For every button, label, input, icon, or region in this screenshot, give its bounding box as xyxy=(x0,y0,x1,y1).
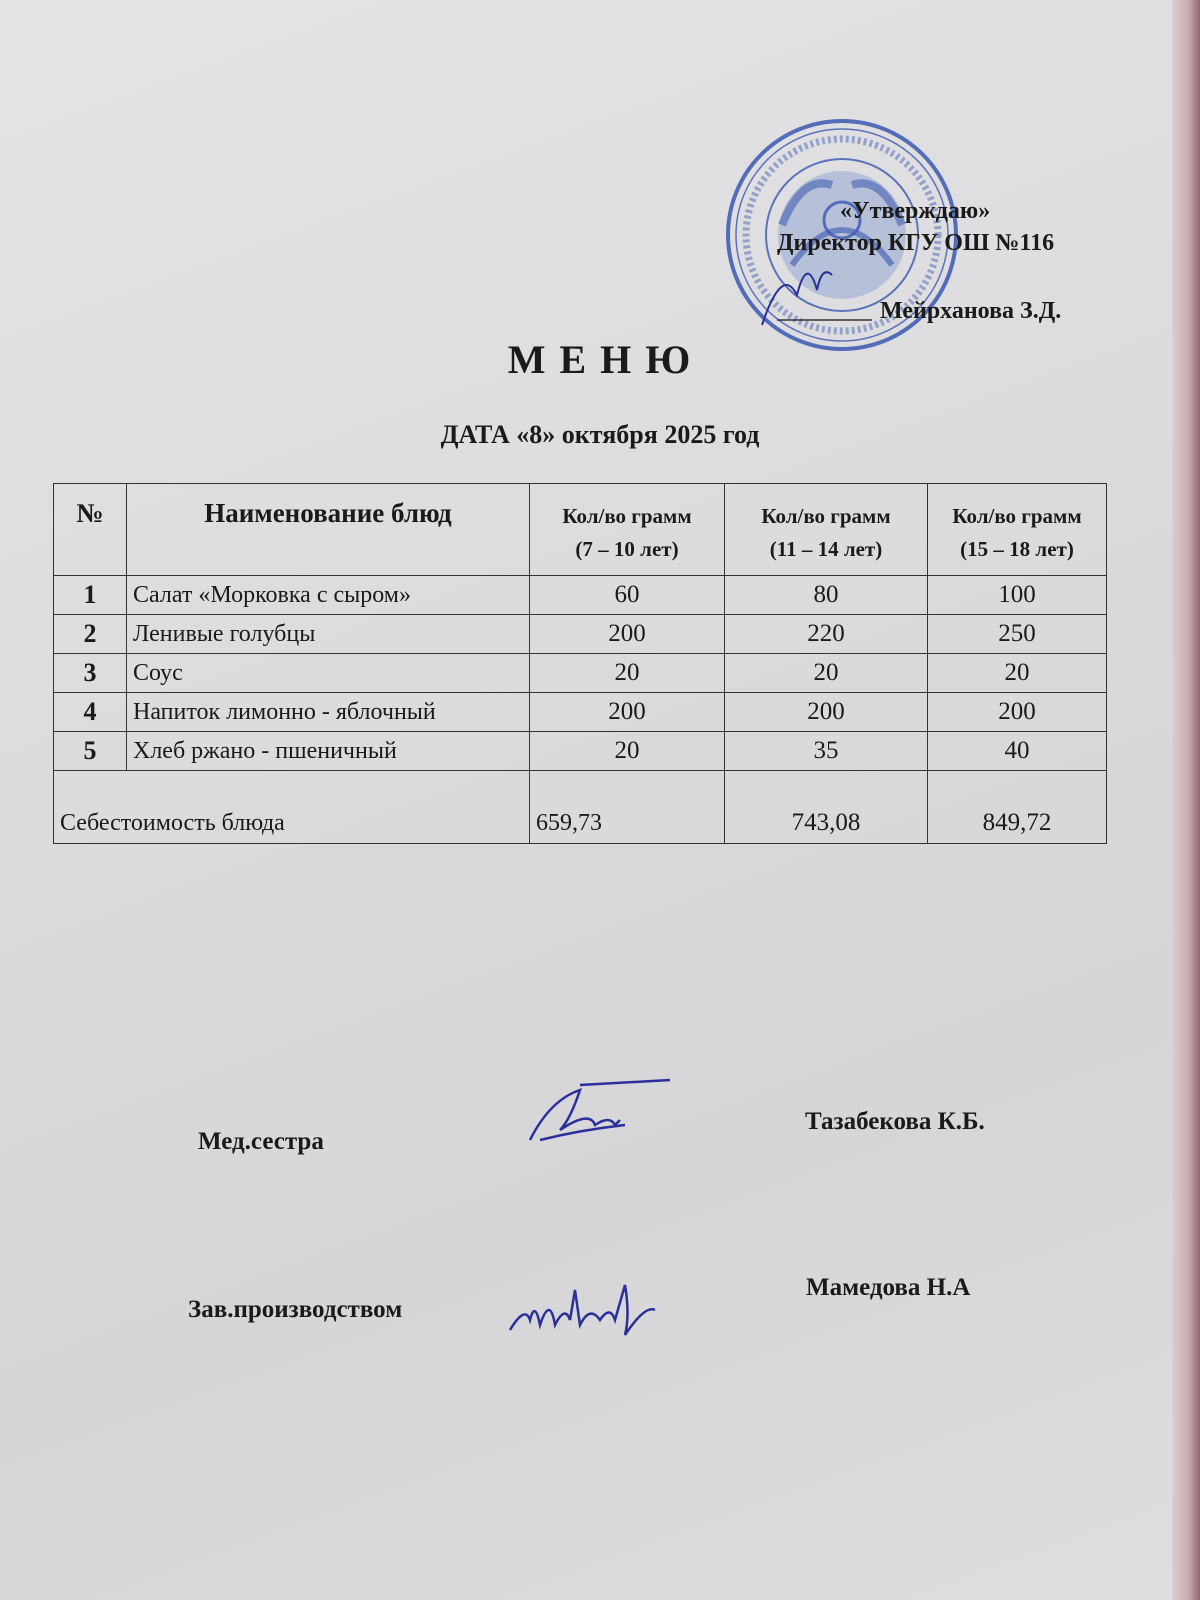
production-role: Зав.производством xyxy=(188,1296,403,1323)
header-qty-label: Кол/во грамм xyxy=(952,503,1082,528)
dish-name: Соус xyxy=(127,654,530,693)
dish-name: Хлеб ржано - пшеничный xyxy=(127,732,530,771)
qty-cell: 220 xyxy=(725,615,928,654)
table-row xyxy=(54,654,1107,693)
row-num: 2 xyxy=(54,615,127,654)
row-num: 5 xyxy=(54,732,127,771)
cost-row xyxy=(54,771,1107,844)
header-age-range: (15 – 18 лет) xyxy=(960,536,1074,561)
table-row xyxy=(54,576,1107,615)
paper-edge xyxy=(1172,0,1200,1600)
qty-cell: 20 xyxy=(530,732,725,771)
qty-cell: 80 xyxy=(725,576,928,615)
cost-label: Себестоимость блюда xyxy=(54,771,530,844)
row-num: 3 xyxy=(54,654,127,693)
qty-cell: 35 xyxy=(725,732,928,771)
header-age-range: (11 – 14 лет) xyxy=(769,536,883,561)
cost-cell: 659,73 xyxy=(530,771,725,844)
header-qty-label: Кол/во грамм xyxy=(562,503,692,528)
header-num: № xyxy=(54,484,127,576)
cost-cell: 743,08 xyxy=(725,771,928,844)
header-qty-7-10 xyxy=(530,484,725,576)
page-title: М Е Н Ю xyxy=(507,337,693,382)
qty-cell: 200 xyxy=(928,693,1107,732)
production-name: Мамедова Н.А xyxy=(806,1274,971,1301)
qty-cell: 40 xyxy=(928,732,1107,771)
nurse-role: Мед.сестра xyxy=(198,1128,324,1155)
qty-cell: 250 xyxy=(928,615,1107,654)
header-age-range: (7 – 10 лет) xyxy=(575,536,679,561)
table-row xyxy=(54,693,1107,732)
approval-line1: «Утверждаю» xyxy=(840,198,991,224)
production-signature xyxy=(505,1275,675,1345)
qty-cell: 20 xyxy=(928,654,1107,693)
qty-cell: 200 xyxy=(725,693,928,732)
row-num: 4 xyxy=(54,693,127,732)
header-qty-11-14 xyxy=(725,484,928,576)
qty-cell: 200 xyxy=(530,693,725,732)
table-row xyxy=(54,615,1107,654)
qty-cell: 60 xyxy=(530,576,725,615)
qty-cell: 100 xyxy=(928,576,1107,615)
nurse-name: Тазабекова К.Б. xyxy=(805,1108,985,1135)
qty-cell: 20 xyxy=(530,654,725,693)
approval-director-name: Мейрханова З.Д. xyxy=(880,298,1062,324)
approval-line2: Директор КГУ ОШ №116 xyxy=(777,230,1055,256)
menu-table xyxy=(53,483,1107,844)
dish-name: Напиток лимонно - яблочный xyxy=(127,693,530,732)
table-row xyxy=(54,732,1107,771)
header-qty-15-18 xyxy=(928,484,1107,576)
row-num: 1 xyxy=(54,576,127,615)
table-header xyxy=(54,484,1107,576)
dish-name: Ленивые голубцы xyxy=(127,615,530,654)
qty-cell: 20 xyxy=(725,654,928,693)
qty-cell: 200 xyxy=(530,615,725,654)
cost-cell: 849,72 xyxy=(928,771,1107,844)
menu-date: ДАТА «8» октября 2025 год xyxy=(440,420,760,449)
header-name: Наименование блюд xyxy=(127,484,530,576)
dish-name: Салат «Морковка с сыром» xyxy=(127,576,530,615)
header-qty-label: Кол/во грамм xyxy=(761,503,891,528)
nurse-signature xyxy=(520,1070,680,1160)
